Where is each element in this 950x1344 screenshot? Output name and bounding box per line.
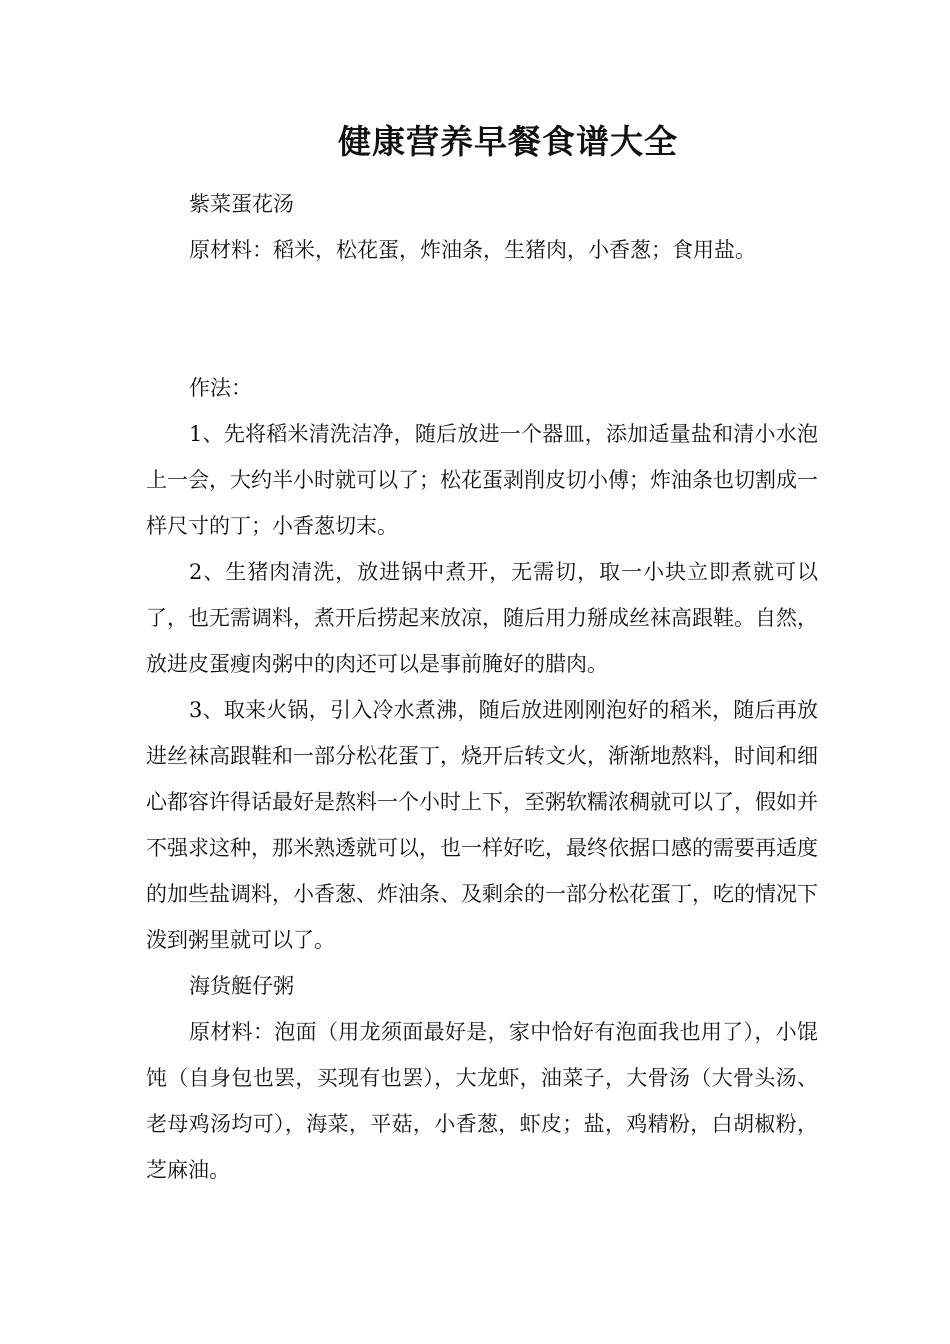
ingredients-paragraph: 原材料：泡面（用龙须面最好是，家中恰好有泡面我也用了），小馄饨（自身包也罢，买现有也罢），大龙虾，油菜子，大骨汤（大骨头汤、老母鸡汤均可），海菜，平菇，小香葱，虾皮；盐，鸡精粉，白胡椒粉，芝麻油。: [146, 1020, 818, 1182]
method-label: 作法：: [189, 376, 252, 400]
step-paragraph: 2、生猪肉清洗，放进锅中煮开，无需切，取一小块立即煮就可以了，也无需调料，煮开后捞起来放凉，随后用力掰成丝袜高跟鞋。自然，放进皮蛋瘦肉粥中的肉还可以是事前腌好的腊肉。: [146, 560, 818, 676]
section-heading: 海货艇仔粥: [189, 974, 294, 998]
step-paragraph: 1、先将稻米清洗洁净，随后放进一个器皿，添加适量盐和清小水泡上一会，大约半小时就可以了；松花蛋剥削皮切小傅；炸油条也切割成一样尺寸的丁；小香葱切末。: [146, 422, 818, 538]
section-heading: 紫菜蛋花汤: [189, 192, 294, 216]
blank-space: [146, 273, 818, 365]
ingredients-paragraph: 原材料：稻米，松花蛋，炸油条，生猪肉，小香葱；食用盐。: [189, 238, 756, 262]
step-paragraph: 3、取来火锅，引入冷水煮沸，随后放进刚刚泡好的稻米，随后再放进丝袜高跟鞋和一部分松花蛋丁，烧开后转文火，渐渐地熬料，时间和细心都容许得话最好是熬料一个小时上下，至粥软糯浓稠就可以了，假如并不强求这种，那米熟透就可以，也一样好吃，最终依据口感的需要再适度的加些盐调料，小香葱、炸油条、及剩余的一部分松花蛋丁，吃的情况下泼到粥里就可以了。: [146, 698, 818, 952]
document-title: 健康营养早餐食谱大全: [338, 122, 678, 161]
document-body: [146, 181, 818, 1193]
